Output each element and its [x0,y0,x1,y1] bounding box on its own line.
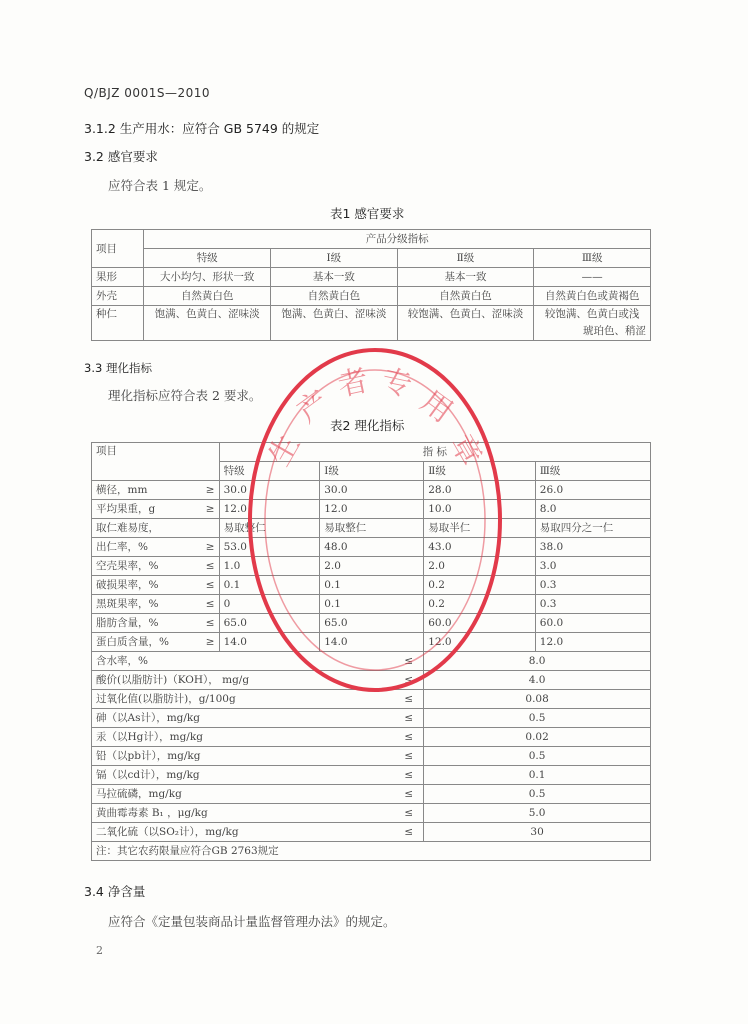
t2-row-name: 脂肪含量，% [92,614,197,633]
section-3-1-2: 3.1.2 生产用水：应符合 GB 5749 的规定 [84,121,320,136]
t1-cell: 自然黄白色 [271,287,398,306]
t2-grade: Ⅲ级 [535,462,650,481]
t2-cell: 30.0 [219,481,320,500]
t2-row-name: 黄曲霉毒素 B₁ ，μg/kg [92,804,320,823]
section-3-4-heading: 3.4 净含量 [84,884,146,899]
t1-cell: 大小均匀、形状一致 [144,268,271,287]
t2-cell: 易取四分之一仁 [535,519,650,538]
t2-row-symbol: ≤ [320,823,424,842]
t2-cell: 易取整仁 [219,519,320,538]
t2-cell: 0.1 [219,576,320,595]
t2-cell: 0.2 [424,595,536,614]
section-3-2-text: 应符合表 1 规定。 [108,178,212,193]
t2-cell: 0.5 [424,785,651,804]
t2-cell: 0.3 [535,576,650,595]
t2-cell: 0.5 [424,709,651,728]
t2-cell: 8.0 [424,652,651,671]
t2-cell: 28.0 [424,481,536,500]
t2-cell: 60.0 [535,614,650,633]
t2-row-name: 横径，mm [92,481,197,500]
t2-row-name: 含水率，% [92,652,320,671]
t1-item-header: 项目 [92,230,144,268]
table-row [92,268,651,287]
t2-cell: 10.0 [424,500,536,519]
t1-cell-continuation: 琥珀色、稍涩 [583,325,646,337]
t2-cell: 60.0 [424,614,536,633]
t2-row-name: 破损果率，% [92,576,197,595]
seal-char: 生 [261,428,308,472]
t2-row-symbol: ≤ [320,785,424,804]
t2-cell: 1.0 [219,557,320,576]
t1-cell: 自然黄白色 [144,287,271,306]
table-row [92,747,651,766]
t1-group-header: 产品分级指标 [144,230,651,249]
t2-cell: 0.2 [424,576,536,595]
t2-cell: 2.0 [320,557,424,576]
t2-grade: Ⅰ级 [320,462,424,481]
t2-cell: 0.5 [424,747,651,766]
t2-cell: 26.0 [535,481,650,500]
table-row [92,728,651,747]
t2-row-name: 酸价(以脂肪计)（KOH）， mg/g [92,671,320,690]
t2-cell: 2.0 [424,557,536,576]
t2-row-symbol: ≥ [197,500,219,519]
t2-row-name: 二氧化硫（以SO₂计），mg/kg [92,823,320,842]
t2-grade: 特级 [219,462,320,481]
t2-row-symbol: ≤ [197,576,219,595]
t2-row-name: 平均果重，g [92,500,197,519]
t1-grade: Ⅰ级 [271,249,398,268]
t2-cell: 30 [424,823,651,842]
t2-cell: 8.0 [535,500,650,519]
t2-row-symbol: ≤ [197,557,219,576]
section-3-2-heading: 3.2 感官要求 [84,149,158,164]
t2-cell: 易取整仁 [320,519,424,538]
seal-outer-ring [250,350,500,690]
t2-cell: 65.0 [219,614,320,633]
t2-cell: 4.0 [424,671,651,690]
t2-cell: 38.0 [535,538,650,557]
t1-row-name: 外壳 [92,287,144,306]
t2-cell: 0.1 [320,576,424,595]
t2-row-name: 镉（以cd计），mg/kg [92,766,320,785]
t2-cell: 30.0 [320,481,424,500]
t2-item-header: 项目 [92,443,220,481]
t2-cell: 53.0 [219,538,320,557]
table2-caption: 表2 理化指标 [330,418,405,433]
t2-cell: 0.3 [535,595,650,614]
t2-cell: 5.0 [424,804,651,823]
t2-cell: 0.1 [424,766,651,785]
seal-char: 产 [291,384,337,431]
t2-row-name: 马拉硫磷，mg/kg [92,785,320,804]
t2-row-name: 铅（以pb计），mg/kg [92,747,320,766]
t2-cell: 0 [219,595,320,614]
t2-row-symbol: ≤ [320,709,424,728]
t2-row-name: 过氧化值(以脂肪计)，g/100g [92,690,320,709]
seal-char: 用 [413,384,459,431]
seal-char: 者 [334,363,372,404]
t1-row-name: 果形 [92,268,144,287]
t1-cell: —— [534,268,651,287]
section-3-3-heading: 3.3 理化指标 [84,361,152,375]
table-row [92,287,651,306]
t1-row-name: 种仁 [92,306,144,341]
table-row [92,823,651,842]
t2-cell: 0.08 [424,690,651,709]
t2-row-symbol: ≥ [197,538,219,557]
t2-row-symbol: ≤ [320,671,424,690]
t2-cell: 12.0 [320,500,424,519]
t2-row-name: 汞（以Hg计），mg/kg [92,728,320,747]
section-3-4-text: 应符合《定量包装商品计量监督管理办法》的规定。 [108,914,396,929]
seal-inner-ring [265,370,485,670]
t2-cell: 12.0 [535,633,650,652]
t1-cell: 饱满、色黄白、涩味淡 [144,306,271,341]
seal-char: 章 [442,428,489,472]
t2-row-symbol: ≤ [197,614,219,633]
t2-note: 注：其它农药限量应符合GB 2763规定 [92,842,651,861]
standard-code-header: Q/BJZ 0001S—2010 [84,86,210,100]
t2-cell: 0.1 [320,595,424,614]
t2-row-name: 空壳果率，% [92,557,197,576]
t2-row-symbol: ≤ [320,804,424,823]
t2-grade: Ⅱ级 [424,462,536,481]
t2-cell: 14.0 [320,633,424,652]
t1-cell: 自然黄白色或黄褐色 [534,287,651,306]
table-row [92,709,651,728]
t2-row-symbol: ≤ [320,747,424,766]
t1-grade: Ⅲ级 [534,249,651,268]
t2-row-symbol: ≤ [320,766,424,785]
t1-grade: 特级 [144,249,271,268]
t2-row-symbol: ≤ [320,690,424,709]
t2-row-name: 出仁率，% [92,538,197,557]
t1-cell: 较饱满、色黄白、涩味淡 [397,306,534,341]
t2-cell: 易取半仁 [424,519,536,538]
t2-cell: 0.02 [424,728,651,747]
t2-row-name: 砷（以As计），mg/kg [92,709,320,728]
t2-row-symbol: ≥ [197,481,219,500]
t2-row-symbol: ≤ [197,595,219,614]
t2-cell: 43.0 [424,538,536,557]
t2-row-name: 蛋白质含量，% [92,633,197,652]
t1-grade: Ⅱ级 [397,249,534,268]
t2-cell: 3.0 [535,557,650,576]
sensory-table [91,229,651,341]
table-row [92,804,651,823]
t2-cell: 48.0 [320,538,424,557]
section-3-3-text: 理化指标应符合表 2 要求。 [108,388,262,403]
t1-cell: 较饱满、色黄白或浅 [544,308,640,320]
t2-row-symbol: ≥ [197,633,219,652]
t2-group-header: 指 标 [219,443,650,462]
table-row [92,785,651,804]
page-number: 2 [96,944,103,957]
t2-cell: 65.0 [320,614,424,633]
t2-row-name: 黑斑果率，% [92,595,197,614]
t1-cell: 饱满、色黄白、涩味淡 [271,306,398,341]
official-seal-stamp [235,330,515,710]
t1-cell: 自然黄白色 [397,287,534,306]
t2-row-symbol: ≤ [320,728,424,747]
table1-caption: 表1 感官要求 [330,206,405,221]
t2-cell: 14.0 [219,633,320,652]
t1-cell: 基本一致 [271,268,398,287]
t2-row-symbol [197,519,219,538]
t2-row-name: 取仁难易度， [92,519,197,538]
t1-cell: 基本一致 [397,268,534,287]
t2-row-symbol: ≤ [320,652,424,671]
t2-cell: 12.0 [219,500,320,519]
table-row [92,766,651,785]
t2-cell: 12.0 [424,633,536,652]
seal-char: 专 [378,363,416,404]
